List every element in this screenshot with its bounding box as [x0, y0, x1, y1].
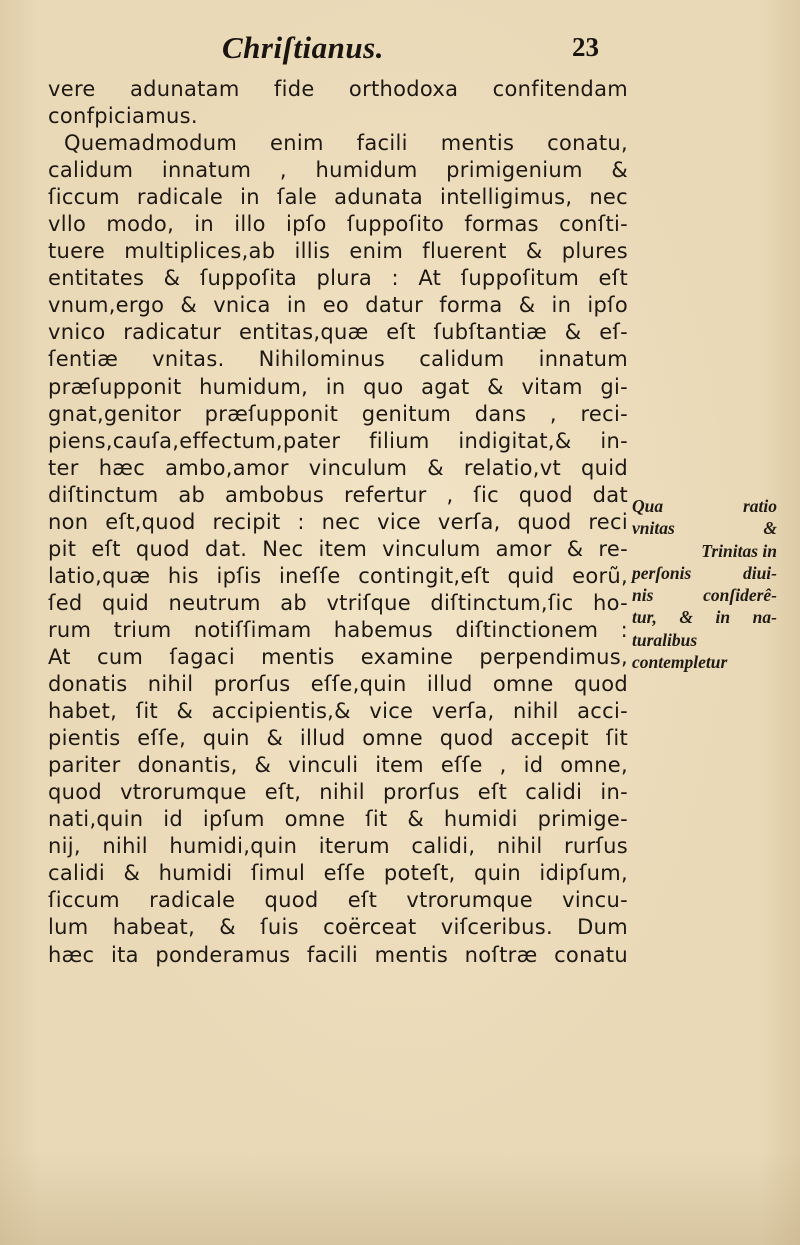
margin-note-line: perſonis diui-	[632, 562, 777, 583]
body-text	[48, 76, 628, 969]
text-line: entitates & ſuppoſita plura : At ſuppoſitum eſt	[48, 266, 628, 291]
page-header	[0, 30, 800, 70]
text-line: nij, nihil humidi,quin iterum calidi, nihil rurſus	[48, 834, 628, 859]
text-line: quod vtrorumque eſt, nihil prorſus eſt calidi in-	[48, 780, 628, 805]
margin-note-line: vnitas &	[632, 518, 777, 539]
running-head: Chriſtianus.	[222, 30, 384, 65]
text-line: At cum ſagaci mentis examine perpendimus,	[48, 644, 628, 669]
text-line: non eſt,quod recipit : nec vice verſa, quod reci	[48, 509, 628, 534]
text-line: gnat,genitor præſupponit genitum dans , reci-	[48, 401, 628, 426]
margin-note-line: nis conſiderê-	[632, 585, 777, 606]
text-line: latio,quæ his ipſis ineſſe contingit,eſt quid eorũ,	[48, 563, 628, 588]
text-line: pariter donantis, & vinculi item eſſe , id omne,	[48, 753, 628, 778]
text-line: ter hæc ambo,amor vinculum & relatio,vt quid	[48, 455, 628, 480]
text-line: nati,quin id ipſum omne ſit & humidi primige-	[48, 807, 628, 832]
text-line: lum habeat, & ſuis coërceat viſceribus. Dum	[48, 915, 628, 940]
text-line: habet, ſit & accipientis,& vice verſa, nihil acci-	[48, 699, 628, 724]
text-line: vnum,ergo & vnica in eo datur forma & in ipſo	[48, 293, 628, 318]
text-line: pientis eſſe, quin & illud omne quod accepit ſit	[48, 726, 628, 751]
text-line: calidum innatum , humidum primigenium &	[48, 158, 628, 183]
text-line: tuere multiplices,ab illis enim fluerent & plures	[48, 239, 628, 264]
text-line: calidi & humidi ſimul eſſe poteſt, quin idipſum,	[48, 861, 628, 886]
text-line: confpiciamus.	[48, 104, 198, 129]
text-line: diſtinctum ab ambobus refertur , ſic quod dat	[48, 482, 628, 507]
text-line: vllo modo, in illo ipſo ſuppoſito formas conſti-	[48, 212, 628, 237]
margin-note-line: Qua ratio	[632, 496, 777, 516]
margin-note	[632, 495, 777, 673]
text-line: pit eſt quod dat. Nec item vinculum amor & re-	[48, 536, 628, 561]
page-number: 23	[572, 32, 599, 62]
text-line: donatis nihil prorſus eſſe,quin illud omne quod	[48, 672, 628, 697]
text-line: ſiccum radicale quod eſt vtrorumque vincu-	[48, 888, 628, 913]
text-line: hæc ita ponderamus facili mentis noſtræ conatu	[48, 942, 628, 967]
margin-note-line: Trinitas in	[701, 540, 777, 561]
margin-note-line: contempletur	[632, 652, 728, 673]
text-line: Quemadmodum enim facili mentis conatu,	[64, 131, 628, 156]
text-line: ſed quid neutrum ab vtriſque diſtinctum,ſic ho-	[48, 590, 628, 615]
text-line: vnico radicatur entitas,quæ eſt ſubſtantiæ & eſ-	[48, 320, 628, 345]
text-line: ſentiæ vnitas. Nihilominus calidum innatum	[48, 347, 628, 372]
text-line: præſupponit humidum, in quo agat & vitam gi-	[48, 374, 628, 399]
text-line: ſiccum radicale in ſale adunata intelligimus, nec	[48, 185, 628, 210]
text-line: rum trium notiſſimam habemus diſtinctionem :	[48, 617, 628, 642]
margin-note-line: tur, & in na-	[632, 607, 777, 628]
text-line: piens,cauſa,effectum,pater filium indigitat,& in-	[48, 428, 628, 453]
margin-note-line: turalibus	[632, 629, 698, 650]
text-line: vere adunatam fide orthodoxa confitendam	[48, 77, 628, 101]
